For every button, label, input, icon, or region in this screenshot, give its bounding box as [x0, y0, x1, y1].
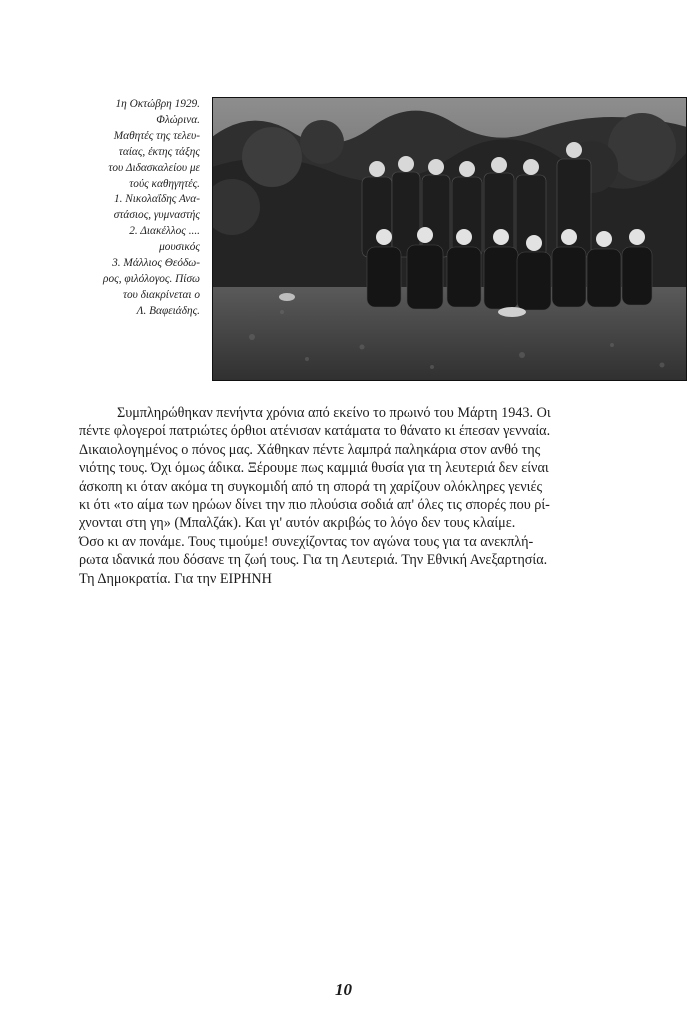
caption-line: Μαθητές της τελευ- — [113, 129, 200, 142]
caption-line: του διακρίνεται ο — [122, 288, 200, 301]
caption-line: 1. Νικολαΐδης Ανα- — [113, 193, 200, 206]
body-line: κι ότι «το αίμα των ηρώων δίνει την πιο πλούσια σοδιά απ' όλες τις σπορές που ρί- — [79, 497, 550, 514]
body-line: Τη Δημοκρατία. Για την ΕΙΡΗΝΗ — [79, 570, 272, 587]
caption-line: Λ. Βαφειάδης. — [136, 304, 200, 317]
caption-line: ταίας, έκτης τάξης — [118, 145, 200, 158]
caption-line: 3. Μάλλιος Θεόδω- — [112, 257, 200, 270]
body-line: χνονται στη γη» (Μπαλζάκ). Και γι' αυτόν ακριβώς το λόγο δεν τους κλαίμε. — [79, 515, 516, 532]
body-line: Συμπληρώθηκαν πενήντα χρόνια από εκείνο το πρωινό του Μάρτη 1943. Οι — [117, 405, 551, 421]
body-line: άσκοπη κι όταν ακόμα τη συγκομιδή από τη σπορά τη χαρίζουν ολόκληρες γενιές — [79, 478, 543, 495]
caption-line: του Διδασκαλείου με — [108, 161, 200, 174]
caption-line: 1η Οκτώβρη 1929. — [115, 98, 200, 110]
body-line: ρωτα ιδανικά που δόσανε τη ζωή τους. Για τη Λευτεριά. Την Εθνική Ανεξαρτησία. — [79, 552, 548, 569]
caption-line: μουσικός — [159, 241, 200, 254]
body-line: νιότης τους. Όχι όμως άδικα. Ξέρουμε πως καμμιά θυσία για τη λευτεριά δεν είναι — [79, 460, 549, 477]
body-line: Δικαιολογημένος ο πόνος μας. Χάθηκαν πέντε λαμπρά παληκάρια στον ανθό της — [79, 441, 541, 458]
group-photograph — [212, 97, 687, 381]
caption-line: ρος, φιλόλογος. Πίσω — [103, 272, 200, 285]
caption-line: στάσιος, γυμναστής — [113, 209, 200, 222]
body-line: πέντε φλογεροί πατριώτες όρθιοι ατένισαν κατάματα το θάνατο κι έπεσαν γενναία. — [79, 423, 551, 440]
body-line: Όσο κι αν πονάμε. Τους τιμούμε! συνεχίζοντας τον αγώνα τους για τα ανεκπλή- — [79, 533, 534, 550]
caption-line: τούς καθηγητές. — [129, 177, 200, 190]
caption-line: Φλώρινα. — [156, 113, 200, 126]
page-number: 10 — [335, 980, 352, 999]
photo-caption — [66, 97, 200, 320]
caption-line: 2. Διακέλλος .... — [129, 225, 200, 238]
body-text — [79, 404, 687, 588]
